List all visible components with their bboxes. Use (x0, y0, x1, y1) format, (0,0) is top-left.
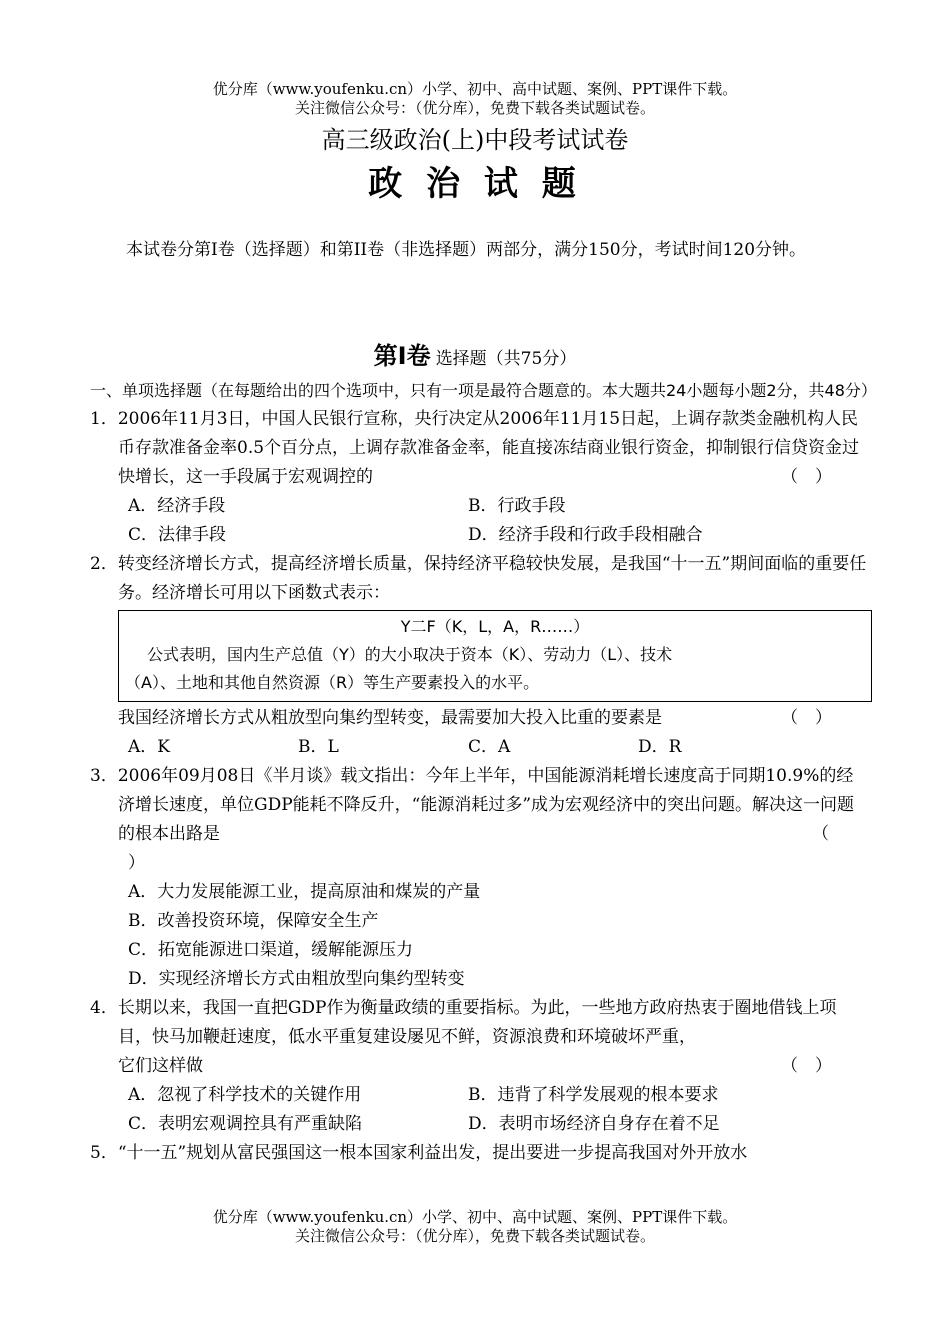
question-4-option-d: D．表明市场经济自身存在着不足 (468, 1114, 720, 1134)
question-2-formula-box (118, 610, 872, 702)
question-2-question (90, 704, 870, 733)
question-3-option-d: D．实现经济增长方式由粗放型向集约型转变 (128, 969, 465, 989)
question-3-bracket-close-line (90, 849, 870, 878)
question-2-answer-bracket: （ ） (781, 708, 832, 728)
question-2-formula-note-2: （A）、土地和其他自然资源（R）等生产要素投入的水平。 (125, 673, 540, 692)
question-5 (90, 1139, 870, 1168)
question-2-option-d: D．R (638, 737, 682, 757)
question-4-option-c: C．表明宏观调控具有严重缺陷 (128, 1114, 363, 1134)
question-4-option-b: B．违背了科学发展观的根本要求 (468, 1085, 719, 1105)
footer-line-1: 优分库（www.youfenku.cn）小学、初中、高中试题、案例、PPT课件下载。 (212, 1208, 738, 1226)
question-2-option-b: B．L (298, 737, 339, 757)
question-2-question-text: 我国经济增长方式从粗放型向集约型转变，最需要加大投入比重的要素是 (118, 708, 662, 728)
question-1-answer-bracket: （ ） (781, 467, 832, 487)
question-2-option-a: A．K (128, 737, 170, 757)
question-4 (90, 994, 870, 1052)
section-1-heading: 一、单项选择题（在每题给出的四个选项中，只有一项是最符合题意的。本大题共24小题每小题2分，共48分） (90, 381, 877, 400)
question-4-option-a: A．忽视了科学技术的关键作用 (128, 1085, 362, 1105)
question-1-option-d: D．经济手段和行政手段相融合 (468, 525, 703, 545)
question-4-stem: 4．长期以来，我国一直把GDP作为衡量政绩的重要指标。为此，一些地方政府热衷于圈地借钱上项目，快马加鞭赶速度，低水平重复建设屡见不鲜，资源浪费和环境破坏严重， (90, 998, 837, 1047)
question-4-stem-end: 它们这样做 (118, 1056, 203, 1076)
exam-title: 政 治 试 题 (368, 164, 582, 204)
question-2-formula-note-1: 公式表明，国内生产总值（Y）的大小取决于资本（K）、劳动力（L）、技术 (147, 645, 673, 664)
question-2-option-c: C．A (468, 737, 511, 757)
question-3-bracket-close: ） (128, 853, 145, 873)
question-1-options (90, 492, 870, 550)
question-1-option-b: B．行政手段 (468, 496, 566, 516)
question-3-option-a: A．大力发展能源工业，提高原油和煤炭的产量 (128, 882, 481, 902)
question-4-answer-bracket: （ ） (781, 1056, 832, 1076)
part-1-title-main: 第I卷 (373, 342, 431, 370)
exam-intro: 本试卷分第I卷（选择题）和第II卷（非选择题）两部分，满分150分，考试时间120分钟。 (126, 240, 807, 260)
part-1-title (0, 336, 950, 371)
question-2-options (90, 733, 870, 762)
question-1-option-c: C．法律手段 (128, 525, 227, 545)
page-header (0, 80, 950, 118)
question-1-stem: 1．2006年11月3日，中国人民银行宣称，央行决定从2006年11月15日起，上调存款类金融机构人民币存款准备金率0.5个百分点，上调存款准备金率，能直接冻结商业银行资金，抑制银行信贷资金过快增长，这一手段属于宏观调控的 (90, 409, 860, 487)
exam-subtitle: 高三级政治(上)中段考试试卷 (321, 126, 629, 154)
footer-line-2: 关注微信公众号：（优分库），免费下载各类试题试卷。 (294, 1227, 655, 1245)
question-2 (90, 550, 870, 608)
question-2-stem: 2．转变经济增长方式，提高经济增长质量，保持经济平稳较快发展，是我国“十一五”期间面临的重要任务。经济增长可用以下函数式表示： (90, 554, 867, 603)
question-2-formula: Y二F（K，L，A，R……） (400, 617, 590, 636)
question-4-options (90, 1081, 870, 1139)
header-line-2: 关注微信公众号：（优分库），免费下载各类试题试卷。 (294, 99, 655, 117)
question-1-option-a: A．经济手段 (128, 496, 226, 516)
page-footer (0, 1208, 950, 1246)
question-3-options (90, 878, 870, 994)
part-1-title-sub: 选择题（共75分） (435, 349, 577, 369)
question-5-stem: 5．“十一五”规划从富民强国这一根本国家利益出发，提出要进一步提高我国对外开放水 (90, 1143, 748, 1163)
question-3-stem: 3．2006年09月08日《半月谈》载文指出：今年上半年，中国能源消耗增长速度高于同期10.9%的经济增长速度，单位GDP能耗不降反升，“能源消耗过多”成为宏观经济中的突出问题。解决这一问题的根本出路是 (90, 766, 855, 844)
questions-area (90, 376, 877, 1168)
question-4-stem-end-line (90, 1052, 870, 1081)
question-3-option-b: B．改善投资环境，保障安全生产 (128, 911, 379, 931)
question-3-option-c: C．拓宽能源进口渠道，缓解能源压力 (128, 940, 414, 960)
question-3: 3．2006年09月08日《半月谈》载文指出：今年上半年，中国能源消耗增长速度高于同期10.9%的经济增长速度，单位GDP能耗不降反升，“能源消耗过多”成为宏观经济中的突出问题。解决这一问题的根本出路是 （ (90, 766, 855, 844)
header-line-1: 优分库（www.youfenku.cn）小学、初中、高中试题、案例、PPT课件下载。 (212, 80, 738, 98)
question-1 (90, 405, 870, 492)
